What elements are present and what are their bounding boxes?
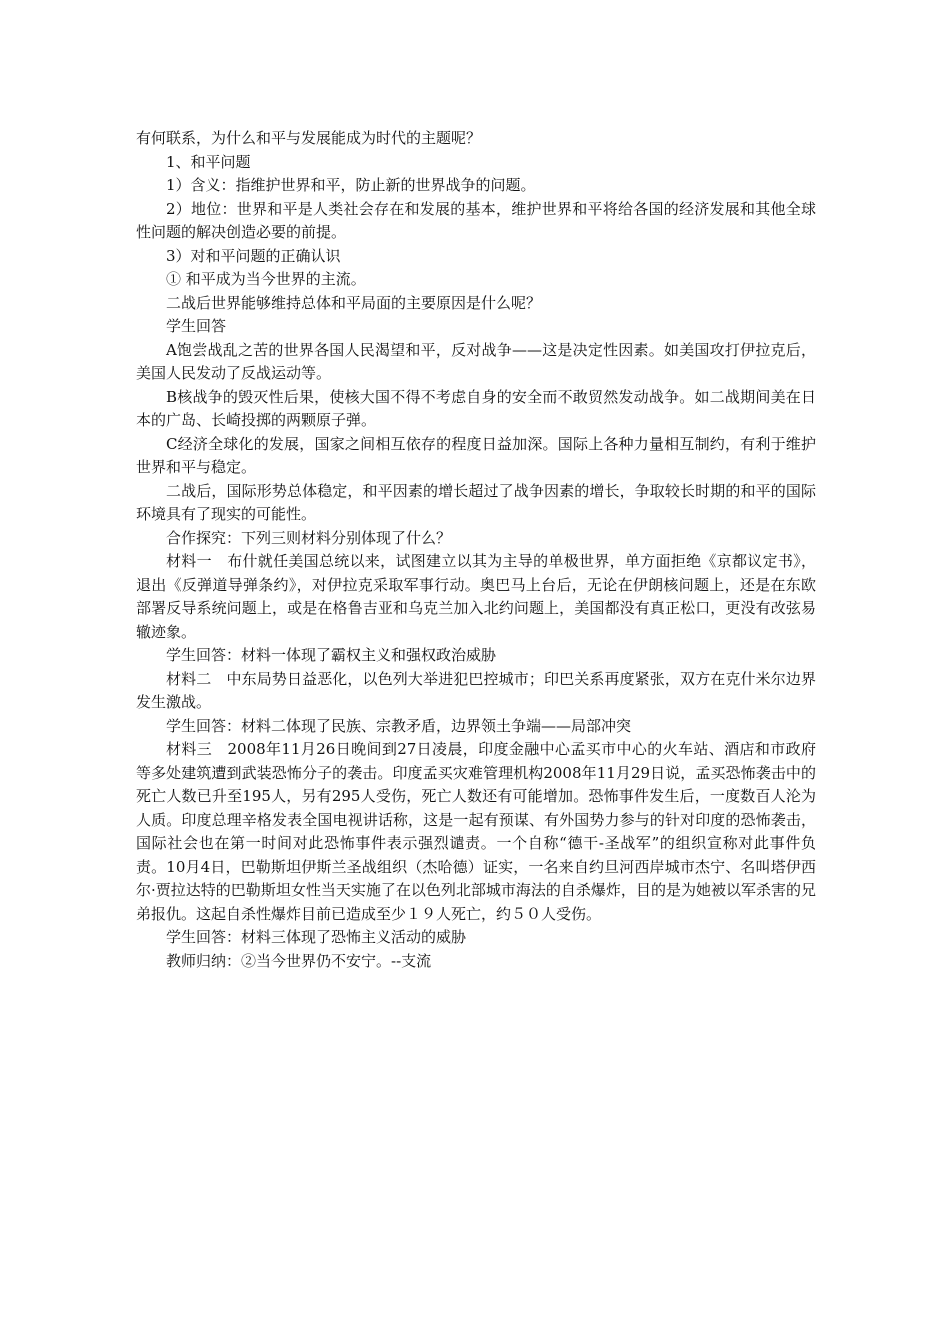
paragraph-status: 2）地位：世界和平是人类社会存在和发展的基本，维护世界和平将给各国的经济发展和其他全球性问题的解决创造必要的前提。 <box>136 199 816 241</box>
paragraph-meaning: 1）含义：指维护世界和平，防止新的世界战争的问题。 <box>166 176 536 194</box>
paragraph-postwar-situation: 二战后，国际形势总体稳定，和平因素的增长超过了战争因素的增长，争取较长时期的和平的国际环境具有了现实的可能性。 <box>136 481 816 523</box>
paragraph-intro-question: 有何联系，为什么和平与发展能成为时代的主题呢？ <box>136 129 482 147</box>
paragraph-teacher-summary: 教师归纳：②当今世界仍不安宁。--支流 <box>166 951 432 970</box>
paragraph-student-answer: 学生回答 <box>166 317 227 335</box>
paragraph-question-reasons: 二战后世界能够维持总体和平局面的主要原因是什么呢？ <box>166 293 542 312</box>
heading-peace-issue: 1、和平问题 <box>166 152 251 171</box>
paragraph-answer-three: 学生回答：材料三体现了恐怖主义活动的威胁 <box>166 928 467 946</box>
paragraph-answer-two: 学生回答：材料二体现了民族、宗教矛盾，边界领土争端——局部冲突 <box>166 716 632 735</box>
paragraph-material-two: 材料二 中东局势日益恶化，以色列大举进犯巴控城市；印巴关系再度紧张，双方在克什米尔边界发生激战。 <box>136 669 816 711</box>
document-page <box>136 127 816 973</box>
paragraph-reason-b: B核战争的毁灭性后果，使核大国不得不考虑自身的安全而不敢贸然发动战争。如二战期间美在日本的广岛、长崎投掷的两颗原子弹。 <box>136 387 816 429</box>
paragraph-material-one: 材料一 布什就任美国总统以来，试图建立以其为主导的单极世界，单方面拒绝《京都议定书》，退出《反弹道导弹条约》，对伊拉克采取军事行动。奥巴马上台后，无论在伊朗核问题上，还是在东欧部署反导系统问题上，或是在格鲁吉亚和乌克兰加入北约问题上，美国都没有真正松口，更没有改弦易辙迹象。 <box>136 552 816 641</box>
paragraph-reason-a: A饱尝战乱之苦的世界各国人民渴望和平，反对战争——这是决定性因素。如美国攻打伊拉克后，美国人民发动了反战运动等。 <box>136 340 816 382</box>
paragraph-material-three: 材料三 2008年11月26日晚间到27日凌晨，印度金融中心孟买市中心的火车站、酒店和市政府等多处建筑遭到武装恐怖分子的袭击。印度孟买灾难管理机构2008年11月29日说，孟买恐怖袭击中的死亡人数已升至195人，另有295人受伤，死亡人数还有可能增加。恐怖事件发生后，一度数百人沦为人质。印度总理辛格发表全国电视讲话称，这是一起有预谋、有外国势力参与的针对印度的恐怖袭击，国际社会也在第一时间对此恐怖事件表示强烈谴责。一个自称“德干-圣战军”的组织宣称对此事件负责。10月4日，巴勒斯坦伊斯兰圣战组织（杰哈德）证实，一名来自约旦河西岸城市杰宁、名叫塔伊西尔·贾拉达特的巴勒斯坦女性当天实施了在以色列北部城市海法的自杀爆炸，目的是为她被以军杀害的兄弟报仇。这起自杀性爆炸目前已造成至少１９人死亡，约５０人受伤。 <box>136 740 816 923</box>
paragraph-reason-c: C经济全球化的发展，国家之间相互依存的程度日益加深。国际上各种力量相互制约，有利于维护世界和平与稳定。 <box>136 434 816 476</box>
paragraph-mainstream: ① 和平成为当今世界的主流。 <box>166 270 366 288</box>
paragraph-cooperative-inquiry: 合作探究：下列三则材料分别体现了什么？ <box>166 528 452 547</box>
paragraph-correct-understanding: 3）对和平问题的正确认识 <box>166 246 341 265</box>
paragraph-answer-one: 学生回答：材料一体现了霸权主义和强权政治威胁 <box>166 646 497 664</box>
